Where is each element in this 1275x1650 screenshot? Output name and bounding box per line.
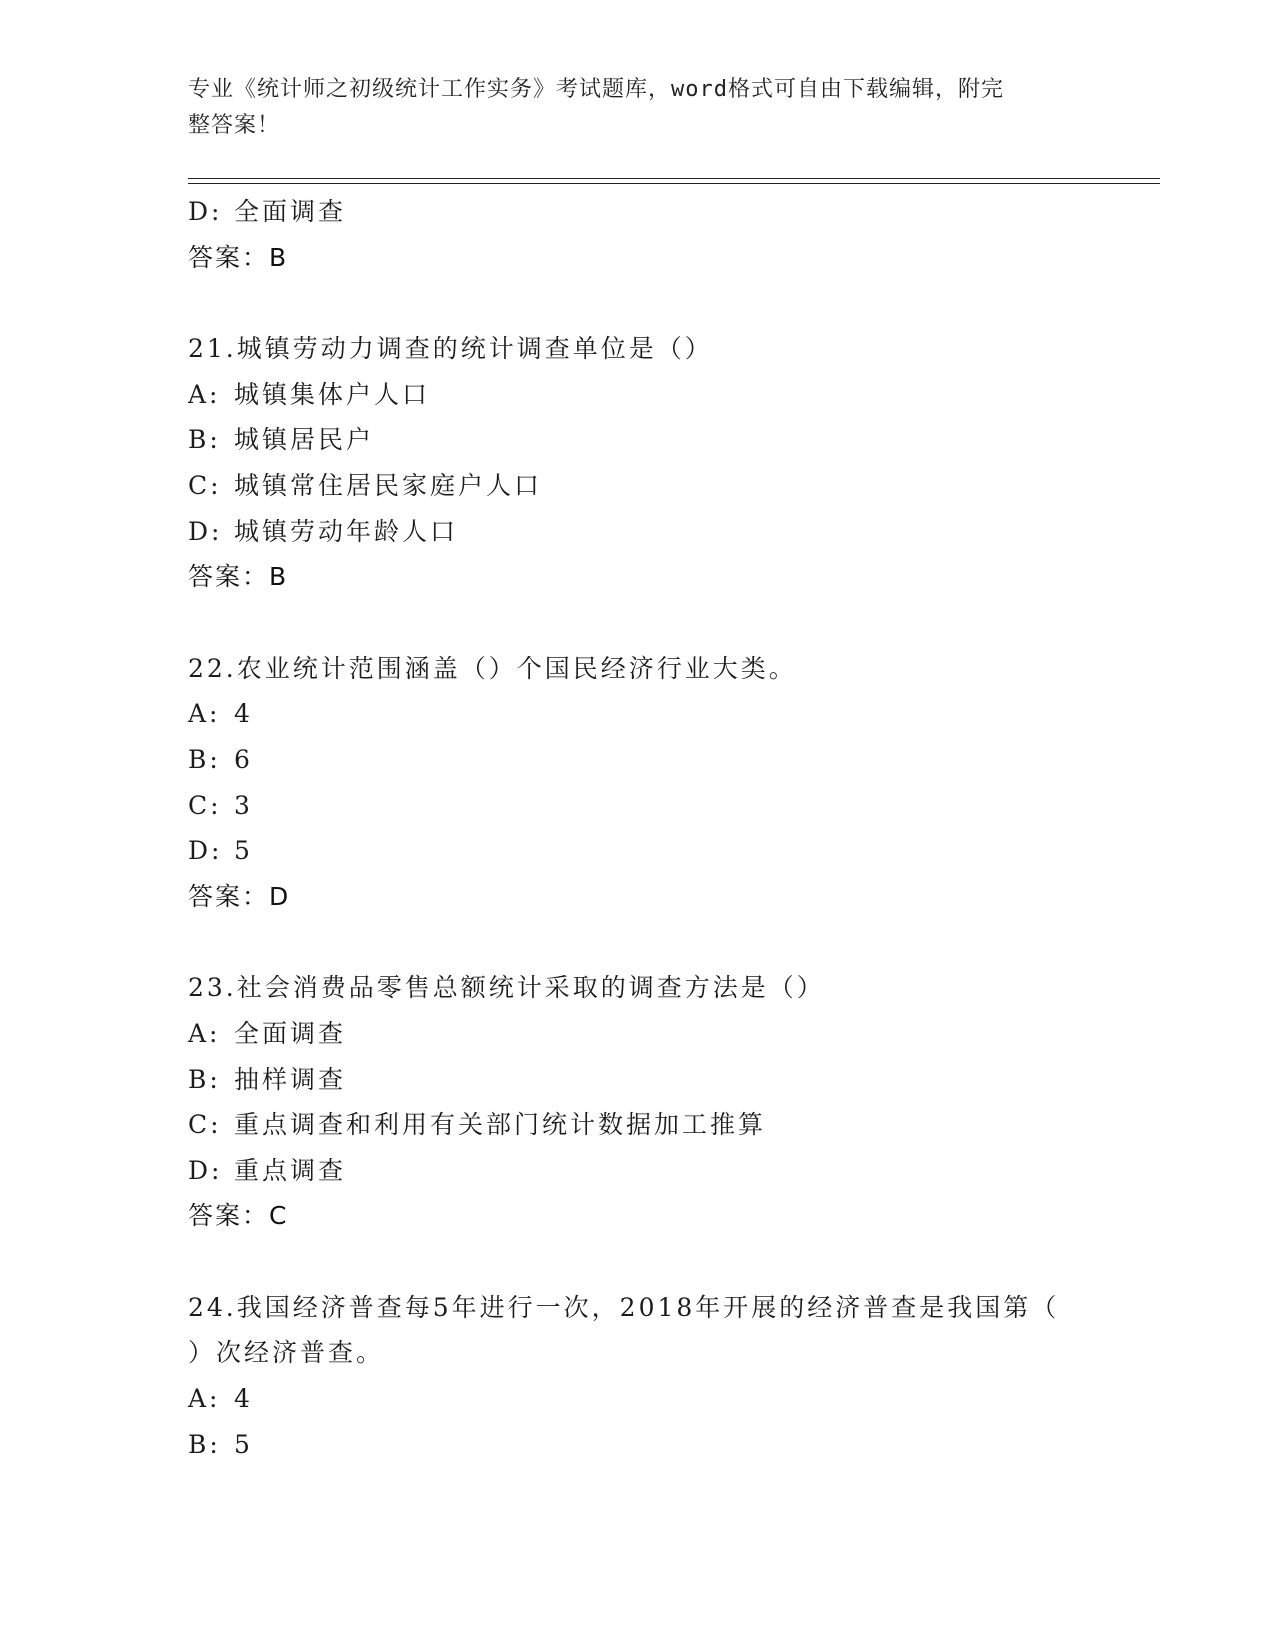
- option-text: 5: [234, 836, 253, 866]
- option-key: A:: [188, 699, 221, 729]
- option-key: D:: [188, 836, 223, 866]
- spacer: [188, 600, 1148, 646]
- option-text: 6: [234, 744, 253, 774]
- spacer: [188, 280, 1148, 326]
- answer: 答案：D: [188, 881, 291, 911]
- option-key: A:: [188, 1384, 221, 1414]
- question-stem: 22.农业统计范围涵盖（）个国民经济行业大类。: [188, 653, 797, 683]
- option-d: [188, 1148, 1148, 1194]
- option-a: [188, 691, 1148, 737]
- question-21: [188, 326, 1148, 600]
- option-c: [188, 1102, 1148, 1148]
- question-stem-line-2: ）次经济普查。: [188, 1338, 385, 1368]
- option-c: [188, 463, 1148, 509]
- option-a: [188, 372, 1148, 418]
- option-text: 5: [234, 1429, 253, 1459]
- option-a: [188, 1011, 1148, 1057]
- option-key: A:: [188, 379, 221, 409]
- option-text: 3: [234, 790, 253, 820]
- question-22: [188, 646, 1148, 920]
- option-key: D:: [188, 1155, 223, 1185]
- header-note: [188, 72, 1088, 144]
- spacer: [188, 919, 1148, 965]
- spacer: [188, 1239, 1148, 1285]
- option-text: 重点调查: [234, 1155, 347, 1185]
- option-key: B:: [188, 425, 221, 455]
- option-c: [188, 783, 1148, 829]
- option-a: [188, 1376, 1148, 1422]
- option-text: 城镇常住居民家庭户人口: [234, 470, 543, 500]
- option-text: 城镇集体户人口: [234, 379, 431, 409]
- question-stem: 21.城镇劳动力调查的统计调查单位是（）: [188, 334, 713, 364]
- header-divider-bottom: [188, 183, 1160, 184]
- question-23: [188, 965, 1148, 1239]
- prev-answer: 答案：B: [188, 242, 289, 272]
- question-stem-line-1: 24.我国经济普查每5年进行一次，2018年开展的经济普查是我国第（: [188, 1292, 1060, 1322]
- option-key: B:: [188, 744, 221, 774]
- option-key: D:: [188, 197, 223, 226]
- option-d: [188, 828, 1148, 874]
- option-key: B:: [188, 1064, 221, 1094]
- header-divider-top: [188, 178, 1160, 179]
- option-key: A:: [188, 1018, 221, 1048]
- prev-option-d: [188, 189, 1148, 235]
- option-text: 城镇劳动年龄人口: [234, 516, 459, 546]
- option-b: [188, 737, 1148, 783]
- option-key: C:: [188, 470, 222, 500]
- header-note-line-2: 整答案！: [188, 113, 281, 138]
- question-stem: 23.社会消费品零售总额统计采取的调查方法是（）: [188, 973, 825, 1003]
- option-b: [188, 1057, 1148, 1103]
- option-text: 重点调查和利用有关部门统计数据加工推算: [234, 1110, 767, 1140]
- option-d: [188, 509, 1148, 555]
- option-b: [188, 417, 1148, 463]
- option-b: [188, 1422, 1148, 1468]
- option-key: D:: [188, 516, 223, 546]
- option-text: 全面调查: [234, 197, 347, 226]
- option-key: C:: [188, 790, 222, 820]
- answer: 答案：C: [188, 1201, 289, 1231]
- option-key: C:: [188, 1110, 222, 1140]
- question-content: [188, 189, 1148, 1467]
- option-text: 抽样调查: [234, 1064, 347, 1094]
- option-text: 4: [234, 1384, 253, 1414]
- question-24: [188, 1285, 1148, 1467]
- header-note-line-1: 专业《统计师之初级统计工作实务》考试题库，word格式可自由下载编辑，附完: [188, 77, 1004, 102]
- option-text: 城镇居民户: [234, 425, 375, 455]
- answer: 答案：B: [188, 562, 289, 592]
- option-text: 全面调查: [234, 1018, 347, 1048]
- option-text: 4: [234, 699, 253, 729]
- option-key: B:: [188, 1429, 221, 1459]
